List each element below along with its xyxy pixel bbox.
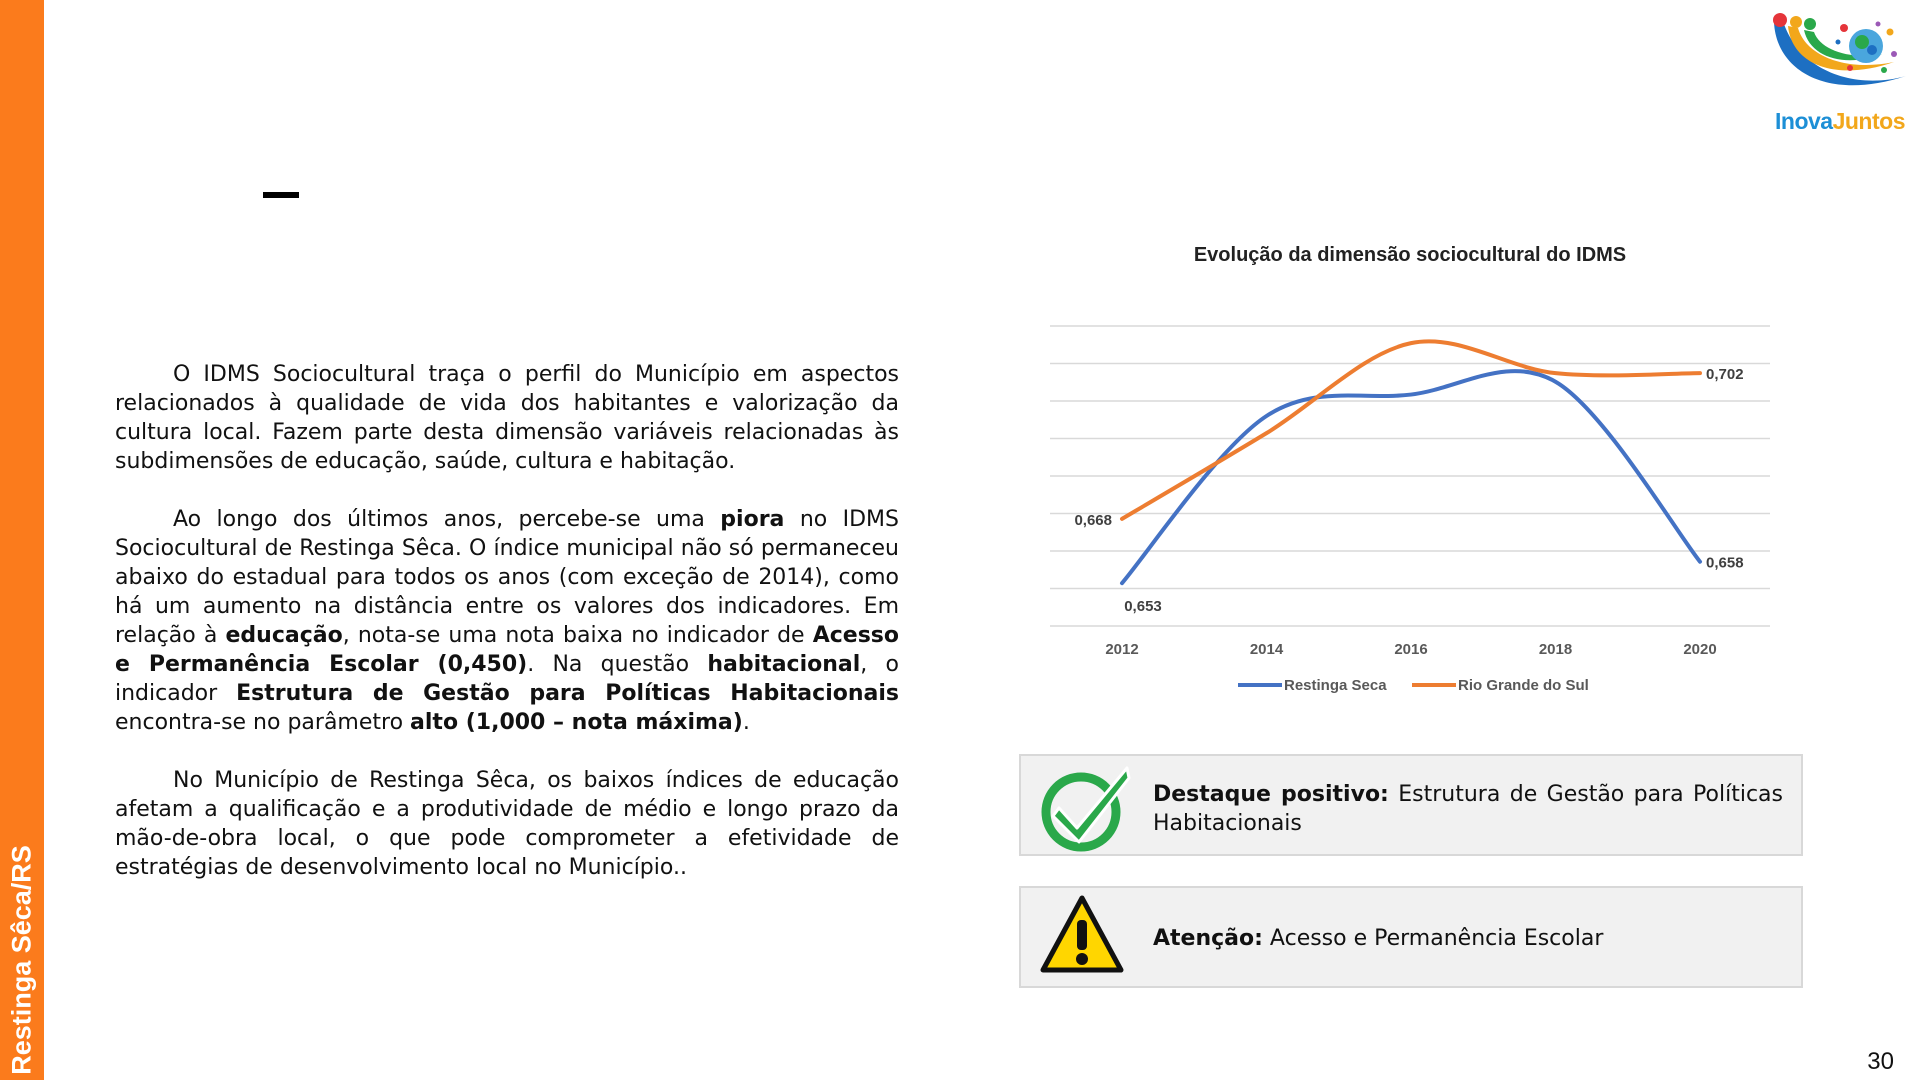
logo-word-juntos: Juntos (1832, 108, 1905, 134)
chart-data-point (1121, 517, 1124, 520)
chart-data-point (1554, 380, 1557, 383)
title-dash (263, 192, 299, 198)
analysis-text: Ao longo dos últimos anos, percebe-se uma (173, 507, 721, 532)
logo-graphic-icon (1766, 10, 1914, 110)
chart-svg (1020, 228, 1800, 718)
chart-x-tick-label: 2012 (1105, 641, 1139, 658)
analysis-text: no IDMS Sociocultural de Restinga Sêca. O índice municipal não só permaneceu abaixo do estadual para todos os anos (com exceção de 2014), como há um aumento na distância entre os valores dos indicadores. Em relação à (115, 507, 900, 648)
chart-data-point (1410, 342, 1413, 345)
analysis-bold: educação (225, 623, 343, 648)
analysis-text: . Na questão (527, 652, 708, 677)
callout-positive-text (1153, 780, 1783, 838)
chart-line-series-2 (1122, 341, 1700, 519)
logo-word-inova: Inova (1775, 108, 1833, 134)
callout-positive-label: Destaque positivo: (1153, 782, 1389, 807)
chart-x-tick-label: 2016 (1394, 641, 1428, 658)
chart-data-point (1554, 372, 1557, 375)
chart-x-tick-label: 2020 (1683, 641, 1717, 658)
analysis-text: . (742, 710, 750, 735)
chart-x-tick-label: 2014 (1249, 641, 1284, 658)
chart-data-label: 0,653 (1124, 598, 1162, 616)
chart-x-tick-label: 2018 (1538, 641, 1573, 658)
body-text (115, 360, 899, 911)
analysis-bold: Acesso e Permanência Escolar (0,450) (115, 623, 899, 677)
callout-attention-body: Acesso e Permanência Escolar (1262, 926, 1604, 951)
callout-positive-body: Estrutura de Gestão para Políticas Habitacionais (1153, 782, 1783, 836)
analysis-bold: habitacional (707, 652, 861, 677)
idms-chart (1020, 228, 1800, 718)
analysis-bold: alto (1,000 – nota máxima) (410, 710, 743, 735)
chart-data-point (1410, 393, 1413, 396)
callout-attention-text (1153, 924, 1783, 953)
chart-data-point (1265, 415, 1268, 418)
chart-data-point (1265, 432, 1268, 435)
analysis-text: encontra-se no parâmetro (115, 710, 411, 735)
paragraph-analysis (115, 505, 899, 737)
logo-wordmark (1766, 108, 1914, 135)
warning-icon (1039, 894, 1125, 976)
chart-data-point (1121, 582, 1124, 585)
analysis-bold: Estrutura de Gestão para Políticas Habitacionais (236, 681, 899, 706)
chart-data-label: 0,668 (1074, 511, 1112, 529)
check-icon (1039, 762, 1133, 852)
sidebar (0, 0, 44, 1080)
paragraph-conclusion: No Município de Restinga Sêca, os baixos índices de educação afetam a qualificação e a produtividade de médio e longo prazo da mão-de-obra local, o que pode comprometer a efetividade de estratégias de desenvolvimento local no Município.. (115, 768, 899, 880)
chart-title: Evolução da dimensão sociocultural do IDMS (1193, 244, 1627, 266)
analysis-text: , o indicador (115, 652, 899, 706)
callout-attention (1019, 886, 1803, 988)
chart-data-point (1699, 372, 1702, 375)
sidebar-location-label: Restinga Sêca/RS (6, 845, 37, 1075)
callout-attention-label: Atenção: (1153, 926, 1263, 951)
legend-label: Restinga Seca (1284, 677, 1387, 694)
chart-data-point (1699, 560, 1702, 563)
page-number: 30 (1867, 1048, 1894, 1075)
analysis-bold: piora (720, 507, 785, 532)
legend-label: Rio Grande do Sul (1458, 677, 1589, 694)
chart-data-label: 0,702 (1706, 366, 1744, 384)
paragraph-intro: O IDMS Sociocultural traça o perfil do Município em aspectos relacionados à qualidade de vida dos habitantes e valorização da cultura local. Fazem parte desta dimensão variáveis relacionadas às subdimensões de educação, saúde, cultura e habitação. (115, 362, 899, 474)
callout-positive (1019, 754, 1803, 856)
analysis-text: , nota-se uma nota baixa no indicador de (342, 623, 813, 648)
inovajuntos-logo (1766, 10, 1914, 138)
chart-data-label: 0,658 (1706, 554, 1744, 572)
